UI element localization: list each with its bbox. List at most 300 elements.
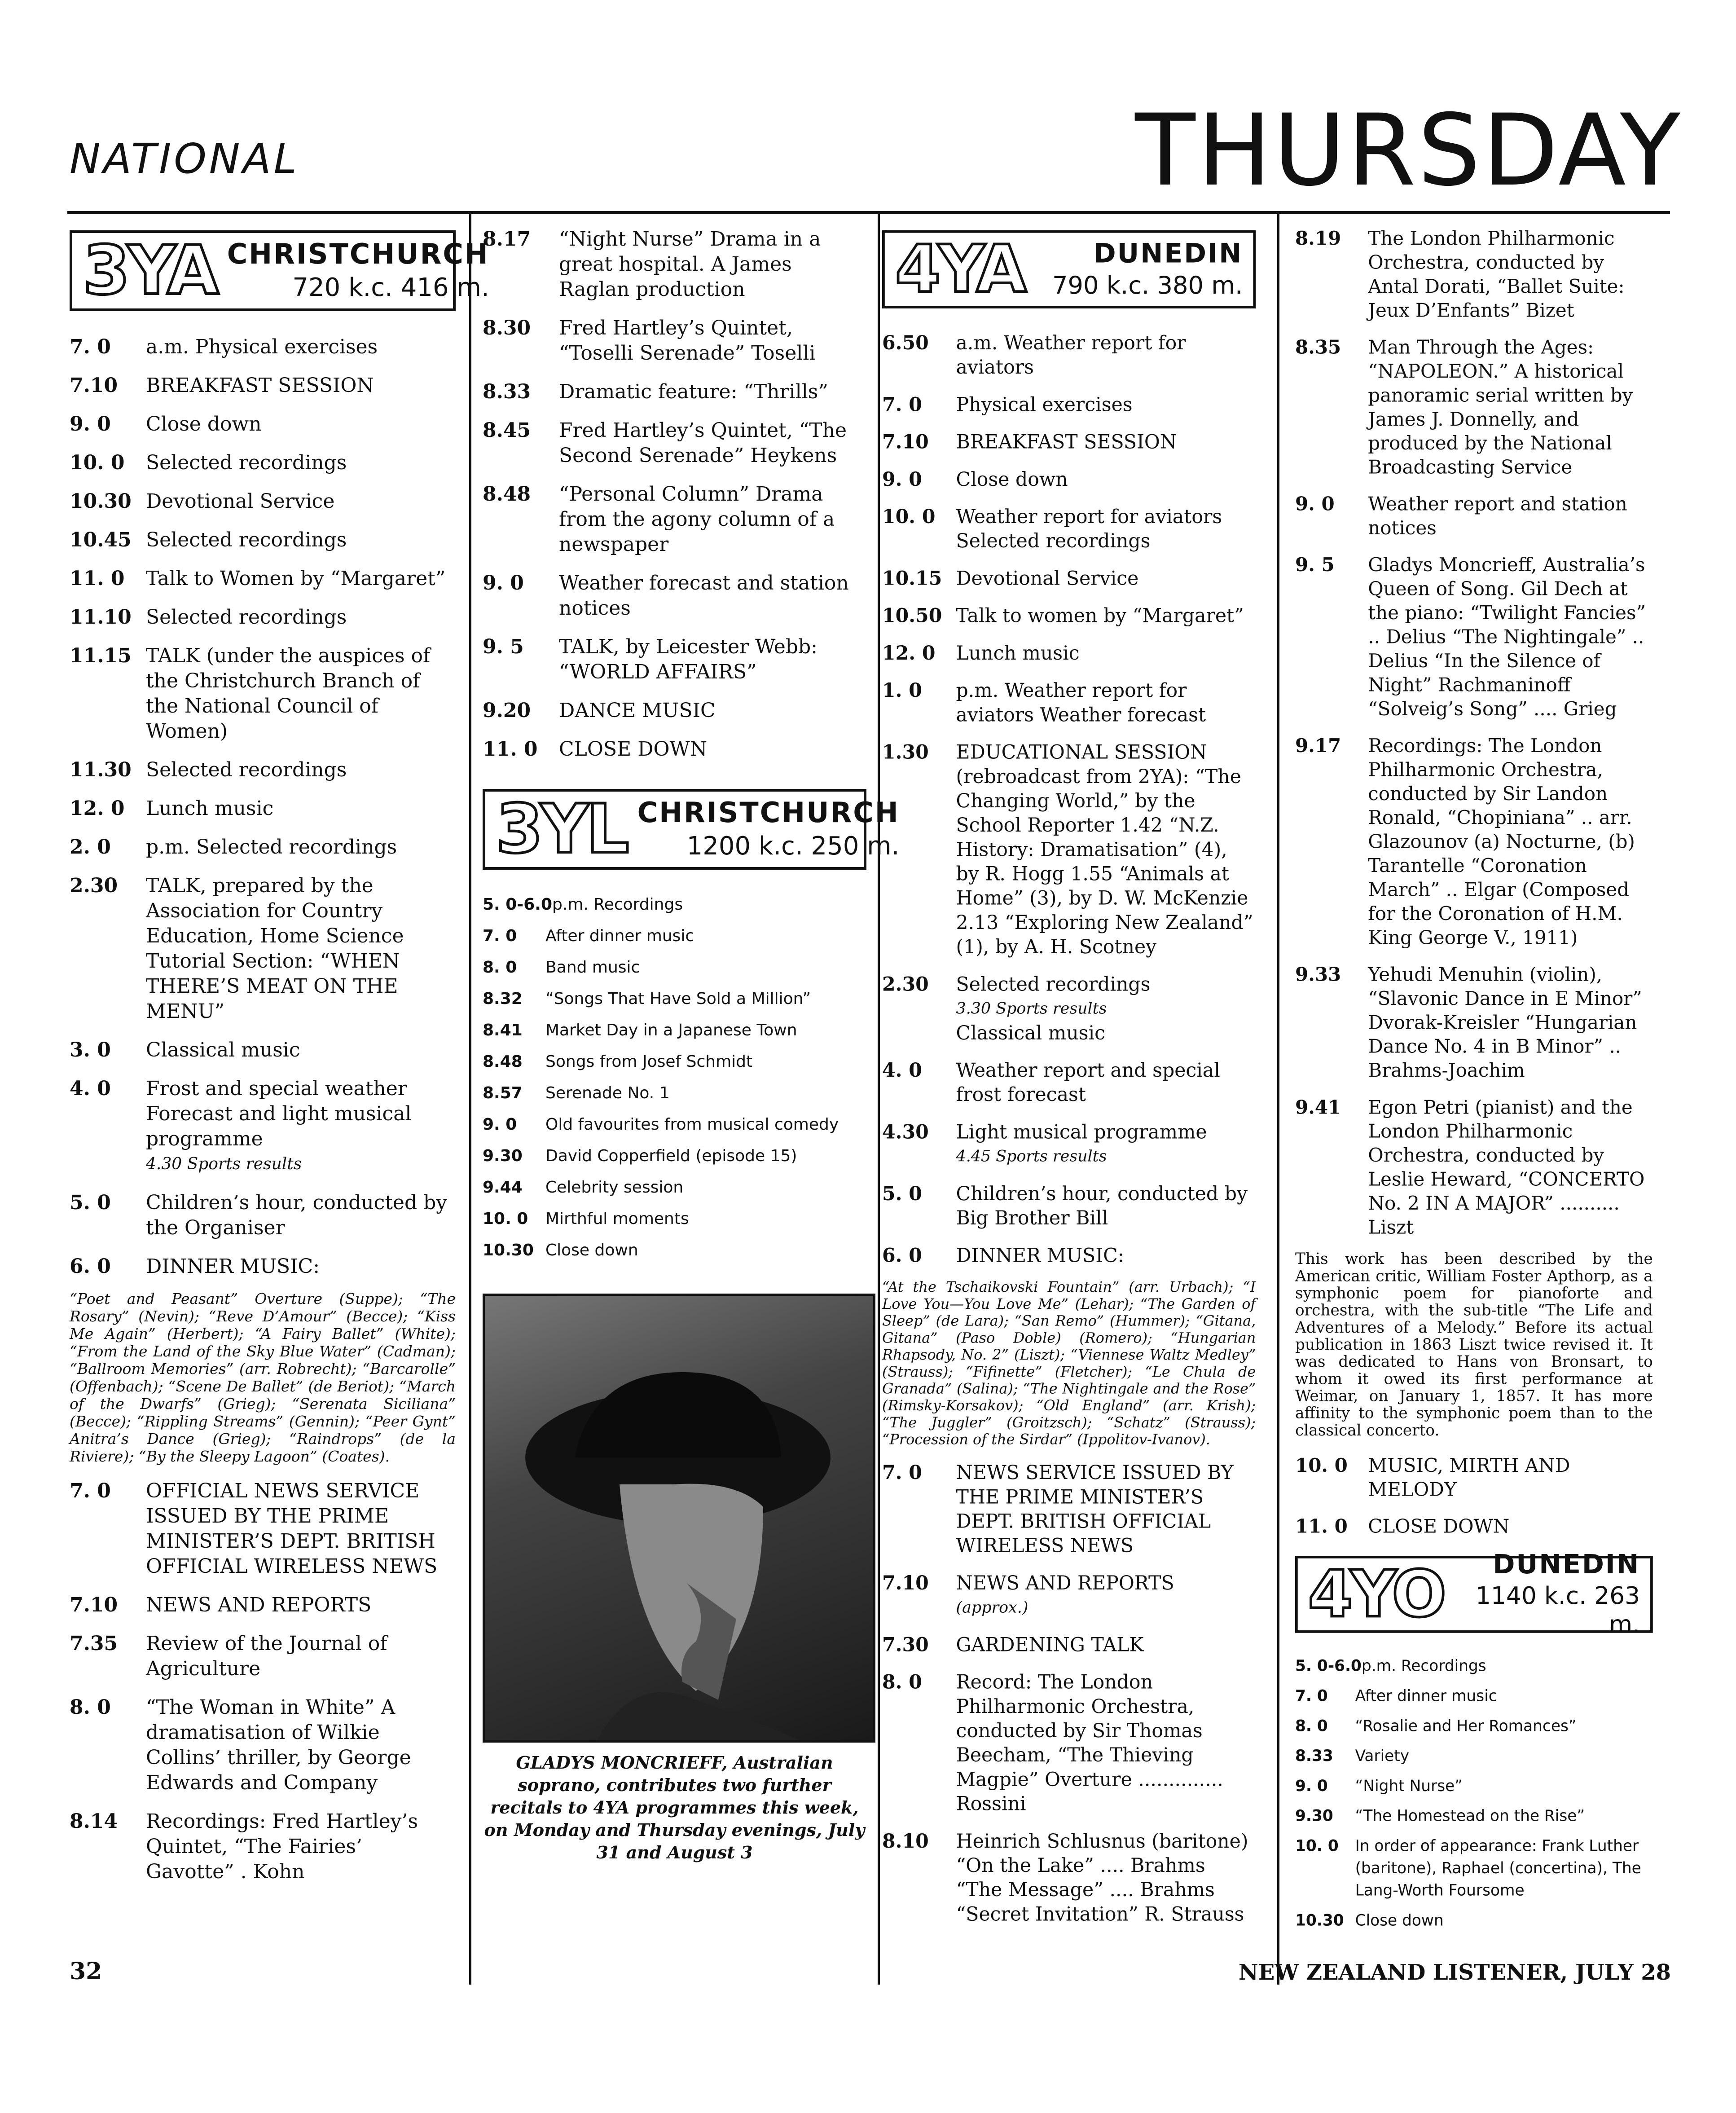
programme-entry: [1295, 1096, 1653, 1240]
programme-time: 10.45: [70, 528, 132, 551]
programme-title: “Night Nurse”: [1355, 1777, 1463, 1795]
programme-title: DANCE MUSIC: [559, 699, 716, 722]
programme-time: 8.33: [1295, 1747, 1333, 1765]
programme-title: “Personal Column” Drama from the agony column of a newspaper: [559, 483, 835, 556]
programme-entry: [70, 566, 456, 591]
programme-time: 9.33: [1295, 964, 1341, 986]
programme-description: [1368, 553, 1653, 721]
programme-title: OFFICIAL NEWS SERVICE ISSUED BY THE PRIME MINISTER’S DEPT. BRITISH OFFICIAL WIRELESS NEWS: [146, 1479, 438, 1578]
programme-description: [1368, 1514, 1653, 1538]
programme-time: 10.15: [882, 567, 942, 590]
programme-description: [146, 1695, 456, 1796]
programme-description: [956, 1670, 1256, 1816]
programme-entry: [70, 1809, 456, 1884]
programme-description: [545, 1239, 866, 1262]
programme-time: 8. 0: [70, 1696, 111, 1719]
programme-title: “Rosalie and Her Romances”: [1355, 1717, 1577, 1735]
programme-entry: [70, 450, 456, 475]
programme-title: Songs from Josef Schmidt: [545, 1052, 753, 1071]
programme-title: “Night Nurse” Drama in a great hospital. A James Raglan production: [559, 228, 821, 301]
programme-description: [146, 450, 456, 475]
programme-title: Celebrity session: [545, 1178, 684, 1197]
programme-time: 8. 0: [882, 1671, 922, 1694]
programme-description: [956, 505, 1256, 553]
programme-entry: [1295, 335, 1653, 480]
programme-entry: [483, 1019, 866, 1042]
programme-entry: [882, 331, 1256, 379]
programme-title: EDUCATIONAL SESSION (rebroadcast from 2YA): “The Changing World,” by the School Reporter 1.42 “N.Z. History: Dramatisation” (4), by R. Hogg 1.55 “Animals at Home” (3), by D. W. McKenzie 2.13 “Exploring New Zealand” (1), by A. H. Scotney: [956, 741, 1253, 958]
programme-entry: [882, 1571, 1256, 1620]
programme-entry: [882, 1633, 1256, 1657]
programme-description: [956, 1244, 1256, 1268]
programme-description: [545, 924, 866, 948]
programme-title: Record: The London Philharmonic Orchestra, conducted by Sir Thomas Beecham, “The Thieving Magpie” Overture .............. Rossini: [956, 1671, 1223, 1815]
programme-time: 8.48: [483, 483, 531, 506]
programme-time: 9.30: [1295, 1807, 1333, 1825]
station-header-4ya: [882, 230, 1256, 308]
programme-time: 10. 0: [70, 451, 125, 474]
programme-description: [1368, 227, 1653, 323]
programme-entry: [483, 634, 866, 685]
programme-description: [146, 1038, 456, 1063]
programme-description: [956, 1120, 1256, 1169]
programme-entry: [483, 1239, 866, 1262]
programme-entry: [1295, 1910, 1653, 1932]
programme-entry: [70, 796, 456, 821]
programme-time: 7.30: [882, 1633, 929, 1656]
station-call-sign: 3YA: [83, 232, 216, 310]
programme-description: [146, 643, 456, 744]
programme-entry: [1295, 1685, 1653, 1708]
programme-entry: [70, 1038, 456, 1063]
programme-description: [559, 418, 866, 468]
programme-title: Children’s hour, conducted by the Organiser: [146, 1191, 448, 1239]
programme-time: 10.30: [1295, 1911, 1344, 1930]
programme-description: [1355, 1910, 1653, 1932]
programme-time: 10. 0: [483, 1210, 528, 1228]
programme-entry: [70, 373, 456, 398]
column-4ya-cont: [1295, 227, 1653, 1940]
programme-title: Gladys Moncrieff, Australia’s Queen of Song. Gil Dech at the piano: “Twilight Fancies” .. Delius “The Nightingale” .. Delius “In the Silence of Night” Rachmaninoff “Solveig’s Song” .... Grieg: [1368, 554, 1646, 720]
station-call-sign: 4YO: [1308, 1557, 1444, 1632]
programme-time: 1. 0: [882, 679, 922, 702]
programme-entry: [483, 418, 866, 468]
station-frequency: 1140 k.c. 263 m.: [1475, 1582, 1640, 1639]
programme-time: 9. 0: [483, 1115, 517, 1134]
programme-entry: [483, 1082, 866, 1105]
programme-description: [1355, 1745, 1653, 1768]
station-city: DUNEDIN: [1093, 237, 1243, 269]
programme-time: 7.10: [70, 374, 118, 397]
programme-description: [956, 1571, 1256, 1620]
programme-title: Classical music: [146, 1039, 300, 1061]
programme-entry: [483, 924, 866, 948]
programme-time: 11. 0: [70, 567, 125, 590]
programme-title: p.m. Recordings: [552, 895, 683, 914]
programme-entry: [1295, 1655, 1653, 1677]
programme-entry: [483, 1207, 866, 1231]
programme-title: “Songs That Have Sold a Million”: [545, 990, 811, 1008]
programme-time: 8.30: [483, 317, 531, 339]
programme-title: BREAKFAST SESSION: [146, 374, 374, 397]
programme-description: [1362, 1655, 1653, 1677]
programme-title: Close down: [956, 468, 1068, 491]
programme-title: “The Woman in White” A dramatisation of Wilkie Collins’ thriller, by George Edwards and Company: [146, 1696, 411, 1794]
programme-time: 4.30: [882, 1121, 929, 1144]
programme-description: [956, 430, 1256, 454]
programme-title: Yehudi Menuhin (violin), “Slavonic Dance in E Minor” Dvorak-Kreisler “Hungarian Dance No. 4 in B Minor” .. Brahms-Joachim: [1368, 964, 1642, 1082]
programme-entry: [882, 1182, 1256, 1230]
programme-description: [146, 873, 456, 1024]
programme-entry: [483, 379, 866, 405]
programme-title: p.m. Weather report for aviators Weather forecast: [956, 679, 1206, 726]
programme-title: David Copperfield (episode 15): [545, 1147, 797, 1165]
column-4ya: [882, 227, 1256, 1940]
programme-entry: [882, 1244, 1256, 1268]
programme-subnote: 3.30 Sports results: [956, 999, 1107, 1018]
programme-time: 2. 0: [70, 836, 111, 858]
programme-title: Selected recordings: [146, 606, 347, 629]
programme-description: [545, 1113, 866, 1136]
programme-entry: [1295, 1745, 1653, 1768]
programme-time: 1.30: [882, 741, 929, 764]
programme-time: 8.33: [483, 380, 531, 403]
programme-title: Variety: [1355, 1747, 1410, 1765]
programme-time: 9. 5: [483, 635, 524, 658]
programme-time: 10.30: [483, 1241, 534, 1259]
programme-entry: [483, 893, 866, 916]
programme-description: [559, 634, 866, 685]
programme-entry: [882, 1058, 1256, 1107]
station-frequency: 1200 k.c. 250 m.: [686, 831, 900, 861]
programme-description: [956, 393, 1256, 417]
programme-entry: [483, 482, 866, 557]
station-city: CHRISTCHURCH: [227, 238, 489, 271]
programme-title: Close down: [146, 413, 262, 436]
programme-entry: [1295, 1454, 1653, 1502]
programme-entry: [70, 605, 456, 630]
programme-description: [1368, 963, 1653, 1083]
programme-entry: [882, 740, 1256, 960]
programme-entry: [483, 1113, 866, 1136]
programme-entry: [70, 757, 456, 783]
station-header-3yl: [483, 789, 900, 870]
programme-time: 8.32: [483, 990, 523, 1008]
day-title: THURSDAY: [1135, 93, 1682, 208]
programme-title: Close down: [1355, 1911, 1444, 1930]
programme-description: [559, 482, 866, 557]
programme-description: [559, 698, 866, 723]
programme-entry: [483, 1176, 866, 1199]
programme-time: 9.41: [1295, 1096, 1341, 1118]
programme-title: NEWS SERVICE ISSUED BY THE PRIME MINISTER’S DEPT. BRITISH OFFICIAL WIRELESS NEWS: [956, 1461, 1234, 1557]
programme-time: 10.50: [882, 604, 942, 627]
programme-time: 7.10: [882, 431, 929, 453]
programme-entry: [882, 973, 1256, 1046]
programme-description: [545, 1207, 866, 1231]
programme-title: The London Philharmonic Orchestra, conducted by Antal Dorati, “Ballet Suite: Jeux D’Enfants” Bizet: [1368, 227, 1625, 321]
programme-description: [1368, 1454, 1653, 1502]
programme-entry: [70, 873, 456, 1024]
station-call-sign: 4YA: [895, 231, 1024, 308]
programme-time: 2.30: [70, 874, 118, 897]
station-frequency: 720 k.c. 416 m.: [292, 273, 489, 302]
programme-title: NEWS AND REPORTS: [146, 1594, 372, 1616]
programme-title: Talk to women by “Margaret”: [956, 604, 1244, 627]
programme-description: [146, 1479, 456, 1579]
programme-entry: [1295, 1805, 1653, 1827]
programme-entry: [1295, 553, 1653, 721]
programme-entry: [882, 1829, 1256, 1927]
programme-title: Physical exercises: [956, 393, 1133, 416]
programme-title: “The Homestead on the Rise”: [1355, 1807, 1585, 1825]
programme-description: [146, 1190, 456, 1241]
programme-description: [559, 571, 866, 621]
programme-entry: [70, 1695, 456, 1796]
programme-title: Man Through the Ages: “NAPOLEON.” A historical panoramic serial written by James J. Donnelly, and produced by the National Broadcasting Service: [1368, 336, 1633, 479]
programme-time: 8.45: [483, 419, 531, 442]
programme-title: Light musical programme: [956, 1121, 1207, 1144]
programme-title: Weather forecast and station notices: [559, 572, 849, 620]
programme-time: 11.30: [70, 758, 132, 781]
programme-title: p.m. Selected recordings: [146, 836, 397, 858]
programme-title: CLOSE DOWN: [559, 738, 708, 761]
programme-time: 3. 0: [70, 1039, 111, 1061]
programme-entry: [1295, 493, 1653, 541]
programme-description: [1355, 1835, 1653, 1902]
programme-entry: [70, 1076, 456, 1177]
publication-line: NEW ZEALAND LISTENER, JULY 28: [1238, 1960, 1671, 1985]
programme-time: 10. 0: [1295, 1837, 1339, 1855]
programme-time: 9.20: [483, 699, 531, 722]
programme-title: Fred Hartley’s Quintet, “Toselli Serenade” Toselli: [559, 317, 816, 365]
station-header-3ya: [70, 230, 489, 311]
programme-description: [956, 1182, 1256, 1230]
programme-entry: [1295, 963, 1653, 1083]
programme-time: 8.17: [483, 228, 531, 251]
programme-title: Selected recordings: [956, 973, 1151, 996]
programme-time: 5. 0: [882, 1183, 922, 1205]
programme-entry: [483, 1050, 866, 1074]
programme-description: [552, 893, 866, 916]
photo-caption: GLADYS MONCRIEFF, Australian soprano, contributes two further recitals to 4YA programmes this week, on Monday and Thursday evenings, July 31 and August 3: [484, 1752, 865, 1862]
programme-time: 11. 0: [1295, 1515, 1348, 1537]
programme-time: 7.10: [70, 1594, 118, 1616]
top-rule: [67, 211, 1670, 214]
programme-entry: [70, 412, 456, 437]
programme-description: [1355, 1775, 1653, 1798]
programme-description: [1368, 493, 1653, 541]
programme-description: [545, 1082, 866, 1105]
programme-title: Children’s hour, conducted by Big Brother Bill: [956, 1183, 1248, 1229]
programme-title: BREAKFAST SESSION: [956, 431, 1177, 453]
programme-description: [146, 1631, 456, 1682]
station-city: DUNEDIN: [1493, 1548, 1640, 1580]
programme-title: Devotional Service: [146, 490, 335, 513]
programme-time: 9. 5: [1295, 554, 1335, 576]
programme-description: [956, 641, 1256, 665]
portrait-photo: [483, 1294, 875, 1743]
programme-entry: [70, 528, 456, 553]
programme-time: 10. 0: [882, 506, 936, 528]
programme-description: [146, 796, 456, 821]
programme-title: DINNER MUSIC:: [146, 1255, 320, 1278]
programme-title: Fred Hartley’s Quintet, “The Second Serenade” Heykens: [559, 419, 847, 467]
programme-description: [956, 467, 1256, 492]
programme-entry: [882, 604, 1256, 628]
programme-time: 8. 0: [483, 958, 517, 977]
programme-entry: [70, 1254, 456, 1279]
programme-description: [956, 604, 1256, 628]
programme-time: 7. 0: [1295, 1687, 1328, 1705]
programme-time: 6. 0: [882, 1244, 922, 1267]
programme-description: [1355, 1805, 1653, 1827]
programme-description: [545, 1176, 866, 1199]
programme-title: a.m. Physical exercises: [146, 335, 378, 358]
programme-description: [146, 373, 456, 398]
station-header-4yo: [1295, 1548, 1653, 1639]
programme-title: GARDENING TALK: [956, 1633, 1144, 1656]
programme-title: Talk to Women by “Margaret”: [146, 567, 446, 590]
programme-entry: [882, 1461, 1256, 1558]
programme-time: 7. 0: [483, 927, 517, 945]
programme-time: 5. 0-6.0: [483, 895, 553, 914]
programme-title: TALK, by Leicester Webb: “WORLD AFFAIRS”: [559, 635, 817, 683]
programme-subnote: (approx.): [956, 1598, 1028, 1616]
programme-title: Lunch music: [146, 797, 274, 820]
programme-entry: [483, 987, 866, 1011]
programme-title: Selected recordings: [146, 758, 347, 781]
programme-entry: [70, 335, 456, 360]
programme-time: 4. 0: [882, 1059, 922, 1082]
programme-entry: [1295, 1715, 1653, 1738]
programme-entry: [1295, 1775, 1653, 1798]
programme-title: In order of appearance: Frank Luther (baritone), Raphael (concertina), The Lang-Worth Foursome: [1355, 1837, 1641, 1900]
programme-title: MUSIC, MIRTH AND MELODY: [1368, 1454, 1570, 1501]
programme-time: 5. 0-6.0: [1295, 1657, 1362, 1675]
programme-title: Egon Petri (pianist) and the London Philharmonic Orchestra, conducted by Leslie Heward, “CONCERTO No. 2 IN A MAJOR” .......... Liszt: [1368, 1096, 1645, 1238]
programme-description: [146, 528, 456, 553]
programme-time: 12. 0: [70, 797, 125, 820]
programme-title: Selected recordings: [146, 451, 347, 474]
column-divider: [1277, 211, 1279, 1985]
programme-entry: [882, 430, 1256, 454]
programme-title: Recordings: Fred Hartley’s Quintet, “The Fairies’ Gavotte” . Kohn: [146, 1810, 418, 1883]
programme-entry: [70, 1593, 456, 1618]
programme-description: [1355, 1685, 1653, 1708]
programme-entry: [882, 393, 1256, 417]
programme-title: Lunch music: [956, 642, 1080, 665]
programme-title: CLOSE DOWN: [1368, 1515, 1510, 1537]
programme-time: 8.19: [1295, 227, 1341, 250]
programme-description: [1368, 734, 1653, 950]
programme-time: 11. 0: [483, 738, 538, 761]
programme-description: [146, 1593, 456, 1618]
programme-time: 9. 0: [483, 572, 524, 594]
programme-time: 7. 0: [882, 1461, 922, 1484]
programme-time: 8.48: [483, 1052, 523, 1071]
programme-entry: [1295, 1514, 1653, 1538]
programme-entry: [483, 1145, 866, 1168]
programme-description: [146, 335, 456, 360]
programme-description: [956, 1058, 1256, 1107]
programme-entry: [882, 678, 1256, 727]
programme-description: [146, 605, 456, 630]
programme-title: Serenade No. 1: [545, 1084, 670, 1102]
programme-entry: [882, 641, 1256, 665]
programme-title: Mirthful moments: [545, 1210, 689, 1228]
programme-description: [545, 956, 866, 979]
programme-entry: [882, 505, 1256, 553]
dinner-music-notes: “Poet and Peasant” Overture (Suppe); “The Rosary” (Nevin); “Reve D’Amour” (Becce); “Kiss Me Again” (Herbert); “A Fairy Ballet” (White); “From the Land of the Sky Blue Water” (Cadman); “Ballroom Memories” (arr. Robrecht); “Barcarolle” (Offenbach); “Scene De Ballet” (de Beriot); “March of the Dwarfs” (Grieg); “Serenata Siciliana” (Becce); “Rippling Streams” (Gennin); “Peer Gynt” Anitra’s Dance (Grieg); “Raindrops” (de la Riviere); “By the Sleepy Lagoon” (Coates).: [70, 1290, 456, 1465]
programme-description: [146, 835, 456, 860]
programme-time: 8. 0: [1295, 1717, 1328, 1735]
programme-description: [146, 412, 456, 437]
programme-time: 7. 0: [70, 335, 111, 358]
programme-title: Band music: [545, 958, 640, 977]
programme-description: [545, 1145, 866, 1168]
programme-time: 7.35: [70, 1632, 118, 1655]
programme-time: 8.14: [70, 1810, 118, 1833]
programme-entry: [483, 571, 866, 621]
programme-title: Frost and special weather Forecast and light musical programme: [146, 1077, 412, 1150]
programme-entry: [882, 467, 1256, 492]
programme-subnote: 4.45 Sports results: [956, 1147, 1107, 1166]
programme-time: 7.10: [882, 1572, 929, 1594]
programme-time: 6.50: [882, 332, 929, 354]
programme-description: [956, 1461, 1256, 1558]
programme-description: [1368, 1096, 1653, 1240]
programme-title: Recordings: The London Philharmonic Orchestra, conducted by Sir Landon Ronald, “Chopiniana” .. arr. Glazounov (a) Nocturne, (b) Tarantelle “Coronation March” .. Elgar (Composed for the Coronation of H.M. King George V., 1911): [1368, 735, 1635, 949]
programme-time: 8.57: [483, 1084, 523, 1102]
programme-description: [956, 973, 1256, 1046]
programme-entry: [70, 643, 456, 744]
programme-title: After dinner music: [545, 927, 694, 945]
programme-title: Weather report and special frost forecast: [956, 1059, 1220, 1106]
portrait-illustration: [485, 1296, 873, 1740]
programme-description: [146, 1809, 456, 1884]
concerto-note: This work has been described by the American critic, William Foster Apthorp, as a symphonic poem for pianoforte and orchestra, with the sub-title “The Life and Adventures of a Melody.” Before its actual publication in 1863 Liszt twice revised it. It was dedicated to Hans von Bronsart, to whom it owed its first performance at Weimar, on January 1, 1857. It has more affinity to the symphonic poem than to the classical concerto.: [1295, 1250, 1653, 1439]
station-city: CHRISTCHURCH: [637, 796, 900, 829]
programme-time: 8.41: [483, 1021, 523, 1039]
programme-title: Heinrich Schlusnus (baritone) “On the Lake” .... Brahms “The Message” .... Brahms “Secret Invitation” R. Strauss: [956, 1830, 1248, 1926]
programme-description: [956, 740, 1256, 960]
programme-time: 11.10: [70, 606, 132, 629]
programme-description: [559, 316, 866, 366]
programme-time: 2.30: [882, 973, 929, 996]
programme-time: 9.17: [1295, 735, 1341, 757]
programme-time: 9.44: [483, 1178, 523, 1197]
programme-description: [1355, 1715, 1653, 1738]
programme-entry: [483, 956, 866, 979]
programme-description: [956, 331, 1256, 379]
programme-time: 9. 0: [70, 413, 111, 436]
programme-description: [146, 1254, 456, 1279]
programme-entry: [483, 227, 866, 302]
programme-description: [545, 1050, 866, 1074]
programme-time: 12. 0: [882, 642, 936, 665]
programme-title: Review of the Journal of Agriculture: [146, 1632, 387, 1680]
programme-time: 9.30: [483, 1147, 523, 1165]
programme-entry: [70, 489, 456, 514]
programme-entry: [882, 567, 1256, 591]
section-label: NATIONAL: [70, 135, 299, 183]
programme-description: [559, 737, 866, 762]
programme-title: Dramatic feature: “Thrills”: [559, 380, 828, 403]
programme-title: Old favourites from musical comedy: [545, 1115, 839, 1134]
programme-time: 4. 0: [70, 1077, 111, 1100]
programme-description: [559, 379, 866, 405]
